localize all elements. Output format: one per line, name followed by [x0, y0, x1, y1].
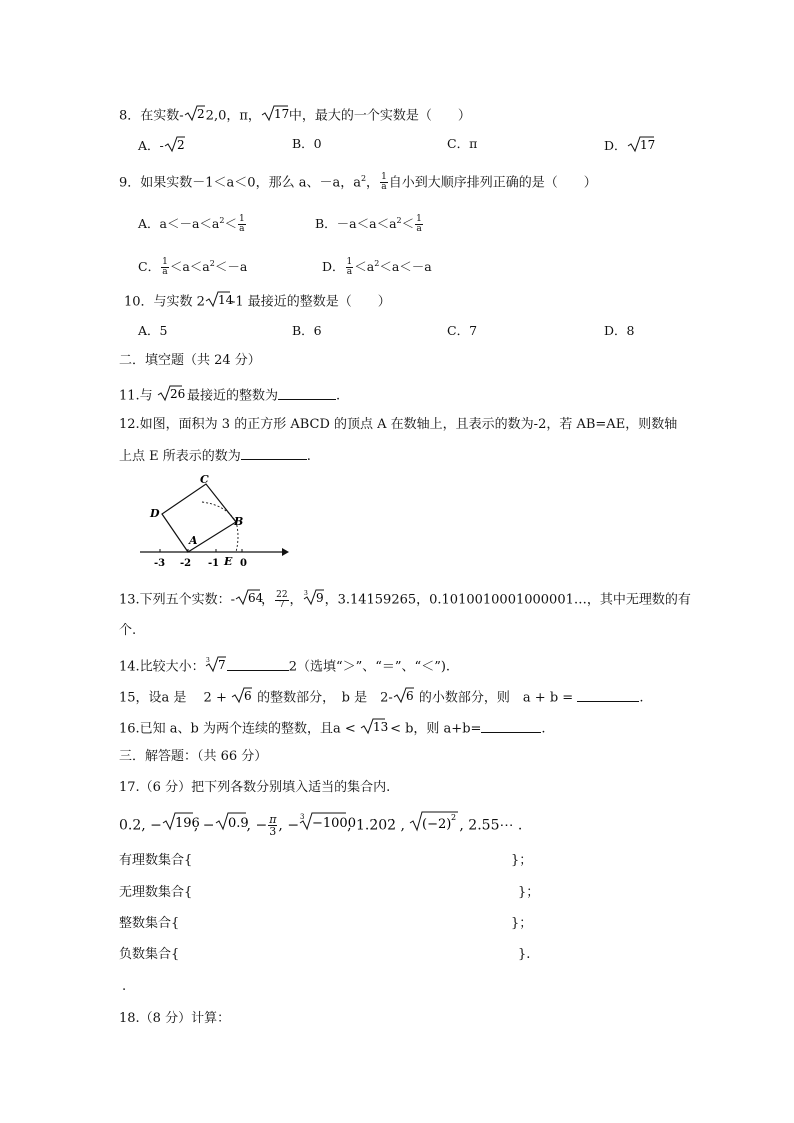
svg-text:3: 3 [303, 590, 308, 597]
q9-option-b: B．$-a<a<a^2<$ $\frac{1}{a}$ [315, 214, 422, 235]
cube-root-symbol [303, 588, 325, 612]
q14-stem: 14.比较大小： 3 7 2（选填“＞”、“＝”、“＜”). [119, 655, 450, 679]
set-irrational-end: }； [518, 885, 540, 900]
q12-stem-line2: 上点 E 所表示的数为 . [119, 449, 311, 464]
tick-label: -1 [208, 558, 220, 569]
svg-text:−1000: −1000 [312, 816, 357, 831]
q10-option-b: B．6 [292, 323, 322, 338]
svg-text:2: 2 [451, 813, 457, 822]
sqrt-symbol [409, 810, 459, 841]
tick-label: 0 [240, 558, 247, 569]
svg-text:17: 17 [273, 107, 290, 121]
sqrt-symbol [162, 811, 200, 840]
svg-text:6: 6 [244, 689, 252, 703]
q8-option-b: B．0 [292, 136, 322, 151]
sqrt-symbol [231, 686, 253, 710]
q10-option-a: A．5 [138, 323, 168, 338]
fraction-pi-over-3: $\frac{\pi}{3}$ [269, 813, 277, 838]
set-negative: 负数集合{ [119, 947, 180, 962]
tick-label: -2 [180, 558, 192, 569]
axis-arrow-icon [282, 548, 289, 556]
svg-text:9: 9 [315, 591, 324, 605]
answer-blank[interactable] [577, 689, 639, 702]
svg-text:6: 6 [405, 689, 414, 703]
answer-blank[interactable] [278, 387, 336, 400]
sqrt-symbol [393, 686, 415, 710]
answer-blank[interactable] [241, 447, 307, 460]
q9-option-d: D． $\frac{1}{a}$ $<a^2<a<-a$ [322, 257, 432, 278]
vertex-label-b: B [234, 515, 244, 528]
vertex-label-d: D [150, 507, 160, 520]
svg-text:13: 13 [372, 720, 389, 734]
cube-root-symbol [205, 655, 227, 679]
svg-text:2: 2 [176, 138, 185, 152]
fraction: $\frac{22}{7}$ [276, 589, 288, 610]
q8-option-a: A．- 2 [138, 135, 186, 158]
set-negative-end: }. [518, 947, 531, 962]
sqrt-symbol [184, 104, 206, 128]
set-rational: 有理数集合{ [119, 853, 193, 868]
svg-text:0.9: 0.9 [227, 816, 249, 831]
q9-option-c: C． $\frac{1}{a}$ $<a<a^2<-a$ [138, 257, 248, 278]
section-heading-fill-in: 二．填空题（共 24 分） [119, 353, 261, 368]
svg-text:64: 64 [248, 591, 264, 605]
svg-text:3: 3 [300, 813, 305, 821]
fraction: $\frac{1}{a}$ [381, 172, 387, 193]
answer-blank[interactable] [481, 720, 541, 733]
sqrt-symbol [261, 104, 289, 128]
svg-text:7: 7 [217, 658, 226, 672]
q9-stem: 9．如果实数－1＜a＜0，那么 a、－a，$a^2$， $\frac{1}{a}$ 自小到大顺序排列正确的是（ ） [119, 172, 597, 193]
sqrt-symbol [164, 135, 186, 158]
point-label-e: E [224, 555, 233, 568]
q8-option-d: D． 17 [604, 135, 655, 158]
square-abcd [162, 484, 236, 552]
svg-text:3: 3 [205, 657, 210, 664]
answer-blank[interactable] [227, 658, 289, 671]
tick-label: -3 [154, 558, 166, 569]
vertex-label-a: A [189, 534, 198, 547]
q8-option-c: C．π [447, 136, 478, 151]
set-integer-end: }； [511, 916, 533, 931]
sqrt-symbol [215, 811, 247, 840]
sqrt-symbol [627, 135, 655, 158]
number-line-square-figure [136, 472, 292, 572]
svg-text:26: 26 [169, 387, 186, 401]
svg-text:17: 17 [639, 138, 655, 152]
svg-text:14: 14 [217, 293, 234, 307]
sqrt-symbol [157, 384, 186, 408]
q12-stem-line1: 12.如图，面积为 3 的正方形 ABCD 的顶点 A 在数轴上，且表示的数为-2，若 AB=AE，则数轴 [119, 417, 678, 432]
q15-stem: 15，设a 是 2 + 6 的整数部分， b 是 2- 6 的小数部分，则 a + b = . [119, 686, 643, 710]
q17-title: 17.（6 分）把下列各数分别填入适当的集合内. [119, 780, 391, 795]
q10-option-d: D．8 [604, 323, 635, 338]
sqrt-symbol [205, 290, 234, 314]
set-integer: 整数集合{ [119, 916, 180, 931]
cube-root-symbol [299, 811, 357, 840]
vertex-label-c: C [200, 473, 209, 486]
q11-stem: 11.与 26 最接近的整数为 . [119, 384, 340, 408]
set-irrational: 无理数集合{ [119, 885, 193, 900]
svg-text:(−2): (−2) [422, 817, 452, 832]
stray-dot: . [122, 979, 127, 994]
set-rational-end: }； [511, 853, 533, 868]
q9-option-a: A．$a<-a<a^2<$ $\frac{1}{a}$ [138, 214, 245, 235]
q13-stem: 13.下列五个实数：- 64 ， $\frac{22}{7}$ ， 3 9 ，3.14159265，0.1010010001000001…，其中无理数的有 [119, 588, 691, 612]
q16-stem: 16.已知 a、b 为两个连续的整数，且a < 13 < b，则 a+b= . [119, 717, 546, 741]
svg-text:196: 196 [174, 816, 200, 831]
q13-stem-line2: 个. [119, 623, 137, 638]
q10-option-c: C．7 [447, 323, 478, 338]
sqrt-symbol [360, 717, 389, 741]
q10-stem: 10．与实数 2 14 -1 最接近的整数是（ ） [124, 290, 391, 314]
q18-title: 18.（8 分）计算： [119, 1011, 231, 1026]
sqrt-symbol [235, 588, 264, 612]
svg-text:2: 2 [196, 107, 205, 121]
arc-ae [202, 502, 238, 552]
section-heading-solutions: 三．解答题：（共 66 分） [119, 749, 268, 764]
q17-expression: 0.2, − 196 , − 0.9 , − $\frac{\pi}{3}$ , − 3 −1000 , 1.2̇02̇ , (−2) 2 , 2.55⋯ . [119, 810, 522, 841]
q8-stem: 8．在实数- 2 2,0，π， 17 中，最大的一个实数是（ ） [119, 104, 471, 128]
